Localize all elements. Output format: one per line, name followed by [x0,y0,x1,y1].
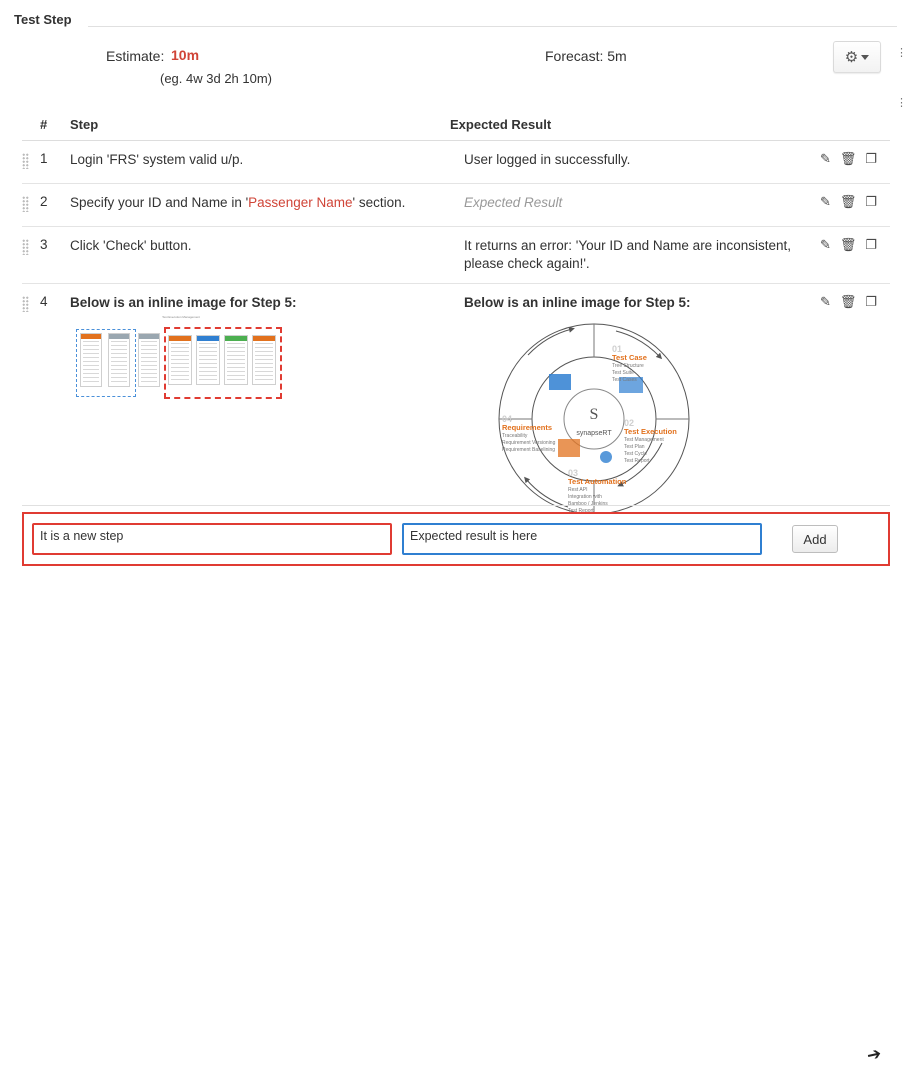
segment-03-lines: Rest API Integration with [568,486,602,500]
title-divider [88,26,897,27]
expected-result-placeholder: Expected Result [464,195,563,210]
new-expected-result-input[interactable] [402,523,762,555]
table-row[interactable] [22,184,890,227]
step-text: Click 'Check' button. [70,238,192,253]
segment-02-title: Test Execution [624,426,677,436]
forecast-label: Forecast: 5m [545,48,627,64]
clone-icon[interactable]: ❐ [865,237,878,252]
page-title: Test Step [14,12,72,27]
step-text: Login 'FRS' system valid u/p. [70,152,244,167]
table-row[interactable] [22,141,890,184]
mini-card [224,335,248,385]
expected-result-text: Below is an inline image for Step 5: [464,295,691,311]
center-label: synapseRT [576,429,612,437]
drag-handle-icon[interactable] [22,151,40,173]
add-button[interactable]: Add [792,525,838,553]
clone-icon[interactable]: ❐ [865,151,878,166]
estimate-row [0,44,909,109]
segment-02-lines: Test Management Test Plan Test Cycle Test Report [624,436,664,465]
header-expected-result: Expected Result [450,116,552,132]
table-header-row [22,108,890,141]
mouse-cursor-icon: ➔ [865,1043,883,1066]
row-actions [820,294,890,308]
estimate-format-hint: (eg. 4w 3d 2h 10m) [160,71,273,86]
step-text-highlight: Passenger Name [248,195,353,210]
drag-handle-icon[interactable] [22,194,40,216]
mini-card [108,333,130,387]
edit-icon[interactable]: ✎ [820,194,831,209]
row-number: 4 [40,294,48,310]
expected-inline-image [464,319,806,519]
row-number: 2 [40,194,48,209]
mini-card [168,335,192,385]
mini-card [138,333,160,387]
settings-dropdown-button[interactable] [833,41,881,73]
segment-02-number: 02 [624,417,635,428]
header-number: # [40,116,48,132]
scroll-marker-top: ⋮ [896,47,907,59]
segment-01-lines: Tree Structure Test Suite Test Cases [612,362,644,384]
step-inline-image [70,314,450,399]
gear-icon: ⚙ [844,48,859,66]
segment-04-number: 04 [502,413,513,424]
mini-diagram-caption: Test Execution Management [162,314,200,319]
clone-icon[interactable]: ❐ [865,194,878,209]
delete-icon[interactable]: 🗑 [839,237,857,252]
drag-handle-icon[interactable] [22,294,40,316]
test-steps-table [22,108,890,529]
segment-01-title: Test Case [612,352,647,362]
mini-card [80,333,102,387]
new-step-input[interactable] [32,523,392,555]
delete-icon[interactable]: 🗑 [839,194,857,209]
row-number: 1 [40,151,48,166]
estimate-label: Estimate: [106,48,165,64]
table-row[interactable] [22,227,890,284]
clone-icon[interactable]: ❐ [865,294,878,310]
mini-card [252,335,276,385]
svg-text:S: S [589,405,599,423]
mini-flow-diagram [76,314,286,399]
header-step: Step [70,116,99,132]
row-actions [820,194,890,208]
step-text: Below is an inline image for Step 5: [70,295,297,311]
segment-04-lines: Traceability Requirement Versioning Requirement Baselining [502,432,556,454]
row-number: 3 [40,237,48,252]
expected-result-text: User logged in successfully. [464,152,631,167]
add-step-form [22,512,890,1066]
estimate-value: 10m [171,47,200,63]
segment-03-number: 03 [568,467,579,478]
edit-icon[interactable]: ✎ [820,151,831,166]
segment-03-title: Test Automation [568,476,627,486]
step-text-part: ' section. [352,195,406,210]
scroll-marker-bottom: ⋮ [896,97,907,109]
row-actions [820,237,890,251]
synapsert-wheel-diagram [494,319,694,519]
edit-icon[interactable]: ✎ [820,237,831,252]
table-row[interactable] [22,284,890,528]
drag-handle-icon[interactable] [22,237,40,259]
delete-icon[interactable]: 🗑 [839,151,857,166]
add-form-divider [22,505,890,506]
step-text [70,194,464,212]
mini-card [196,335,220,385]
segment-01-number: 01 [612,343,623,354]
step-text-part: Specify your ID and Name in ' [70,195,249,210]
expected-result-text: It returns an error: 'Your ID and Name are inconsistent, please check again!'. [464,238,791,272]
chevron-down-icon [861,55,869,60]
delete-icon[interactable]: 🗑 [839,294,857,310]
segment-04-title: Requirements [502,422,553,432]
edit-icon[interactable]: ✎ [820,294,831,310]
row-actions [820,151,890,165]
